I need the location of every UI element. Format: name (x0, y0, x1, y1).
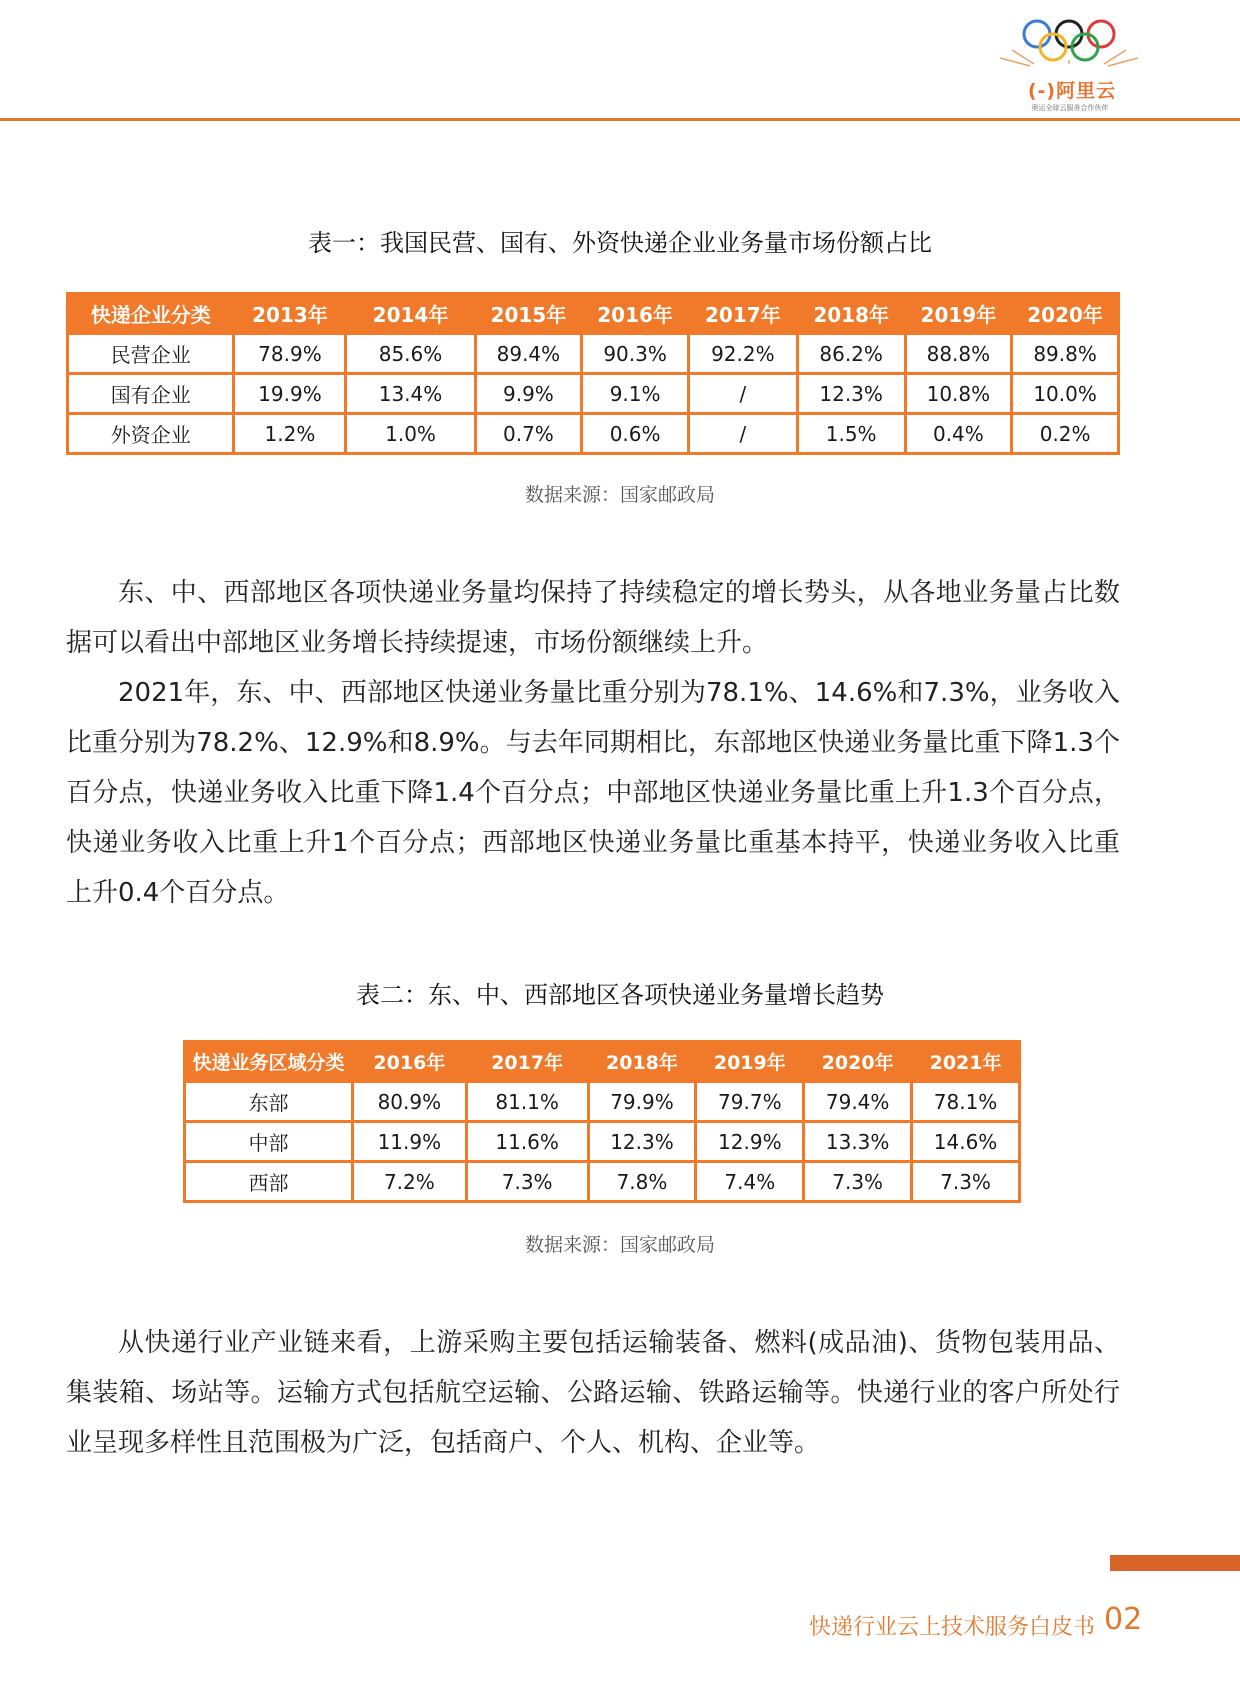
column-header: 2014年 (346, 294, 475, 334)
table-cell: 13.4% (346, 374, 475, 414)
table-cell: 9.1% (582, 374, 689, 414)
table-cell: / (688, 414, 797, 454)
table2-caption: 表二：东、中、西部地区各项快递业务量增长趋势 (356, 981, 884, 1009)
table-cell: 11.9% (352, 1122, 466, 1162)
paragraph: 2021年，东、中、西部地区快递业务量比重分别为78.1%、14.6%和7.3%，业务收入比重分别为78.2%、12.9%和8.9%。与去年同期相比，东部地区快递业务量比重下降1.3个百分点，快递业务收入比重下降1.4个百分点；中部地区快递业务量比重上升1.3个百分点，快递业务收入比重上升1个百分点；西部地区快递业务量比重基本持平，快递业务收入比重上升0.4个百分点。 (66, 678, 1120, 908)
table-cell: 0.4% (905, 414, 1012, 454)
table-cell: 12.3% (588, 1122, 696, 1162)
table-cell: 85.6% (346, 334, 475, 374)
table-cell: 14.6% (912, 1122, 1020, 1162)
table-cell: 79.9% (588, 1082, 696, 1122)
table-cell: 1.5% (797, 414, 905, 454)
table-cell: 1.0% (346, 414, 475, 454)
column-header: 2013年 (234, 294, 346, 334)
brand-slogan: 奥运全球云服务合作伙伴 (1031, 104, 1109, 112)
table-row (68, 374, 1119, 414)
table-cell: 89.8% (1012, 334, 1119, 374)
table-cell: 中部 (185, 1122, 353, 1162)
table-row (185, 1082, 1020, 1122)
column-header: 2019年 (696, 1042, 804, 1082)
column-header: 2021年 (912, 1042, 1020, 1082)
market-share-table (66, 292, 1120, 455)
table-cell: 7.8% (588, 1162, 696, 1202)
table-row (68, 414, 1119, 454)
column-header: 2017年 (688, 294, 797, 334)
column-header: 快递业务区域分类 (185, 1042, 353, 1082)
table-row (68, 334, 1119, 374)
table-cell: 12.3% (797, 374, 905, 414)
table-cell: 1.2% (234, 414, 346, 454)
table1-source: 数据来源：国家邮政局 (524, 484, 715, 506)
alibaba-cloud-olympic-logo (1000, 14, 1140, 120)
table-cell: 7.3% (466, 1162, 588, 1202)
table-cell: 9.9% (475, 374, 582, 414)
table1-caption: 表一：我国民营、国有、外资快递企业业务量市场份额占比 (308, 229, 932, 257)
table-cell: 90.3% (582, 334, 689, 374)
table-cell: 外资企业 (68, 414, 234, 454)
table-cell: 10.0% (1012, 374, 1119, 414)
table-cell: 13.3% (804, 1122, 912, 1162)
footer-title: 快递行业云上技术服务白皮书 (808, 1615, 1095, 1640)
table-cell: 81.1% (466, 1082, 588, 1122)
table-cell: 东部 (185, 1082, 353, 1122)
table-cell: 11.6% (466, 1122, 588, 1162)
table-cell: 19.9% (234, 374, 346, 414)
table-cell: 78.1% (912, 1082, 1020, 1122)
regional-growth-table (183, 1040, 1021, 1203)
table-cell: 12.9% (696, 1122, 804, 1162)
table-cell: 88.8% (905, 334, 1012, 374)
table2-source: 数据来源：国家邮政局 (524, 1234, 715, 1256)
column-header: 2018年 (588, 1042, 696, 1082)
table-header-row (185, 1042, 1020, 1082)
table-cell: 79.4% (804, 1082, 912, 1122)
column-header: 2019年 (905, 294, 1012, 334)
column-header: 2015年 (475, 294, 582, 334)
table-row (185, 1162, 1020, 1202)
table-cell: / (688, 374, 797, 414)
paragraph: 东、中、西部地区各项快递业务量均保持了持续稳定的增长势头，从各地业务量占比数据可以看出中部地区业务增长持续提速，市场份额继续上升。 (66, 578, 1120, 658)
table-cell: 79.7% (696, 1082, 804, 1122)
column-header: 2018年 (797, 294, 905, 334)
table-cell: 7.3% (912, 1162, 1020, 1202)
table-cell: 7.2% (352, 1162, 466, 1202)
table-cell: 10.8% (905, 374, 1012, 414)
table-cell: 78.9% (234, 334, 346, 374)
table-cell: 国有企业 (68, 374, 234, 414)
olympic-rings-icon (1000, 14, 1140, 84)
table-row (185, 1122, 1020, 1162)
table-cell: 7.4% (696, 1162, 804, 1202)
table-cell: 西部 (185, 1162, 353, 1202)
column-header: 2020年 (1012, 294, 1119, 334)
table-cell: 86.2% (797, 334, 905, 374)
column-header: 2016年 (582, 294, 689, 334)
column-header: 2016年 (352, 1042, 466, 1082)
table-cell: 0.7% (475, 414, 582, 454)
table-cell: 0.2% (1012, 414, 1119, 454)
table-cell: 89.4% (475, 334, 582, 374)
table-cell: 92.2% (688, 334, 797, 374)
table-cell: 80.9% (352, 1082, 466, 1122)
table-cell: 7.3% (804, 1162, 912, 1202)
brand-name: (-)阿里云 (1027, 80, 1117, 102)
column-header: 快递企业分类 (68, 294, 234, 334)
paragraph: 从快递行业产业链来看，上游采购主要包括运输装备、燃料(成品油)、货物包装用品、集装箱、场站等。运输方式包括航空运输、公路运输、铁路运输等。快递行业的客户所处行业呈现多样性且范围极为广泛，包括商户、个人、机构、企业等。 (66, 1328, 1120, 1458)
page-number: 02 (1104, 1602, 1143, 1637)
table-header-row (68, 294, 1119, 334)
column-header: 2020年 (804, 1042, 912, 1082)
footer-accent-bar (1110, 1555, 1240, 1571)
column-header: 2017年 (466, 1042, 588, 1082)
table-cell: 民营企业 (68, 334, 234, 374)
table-cell: 0.6% (582, 414, 689, 454)
